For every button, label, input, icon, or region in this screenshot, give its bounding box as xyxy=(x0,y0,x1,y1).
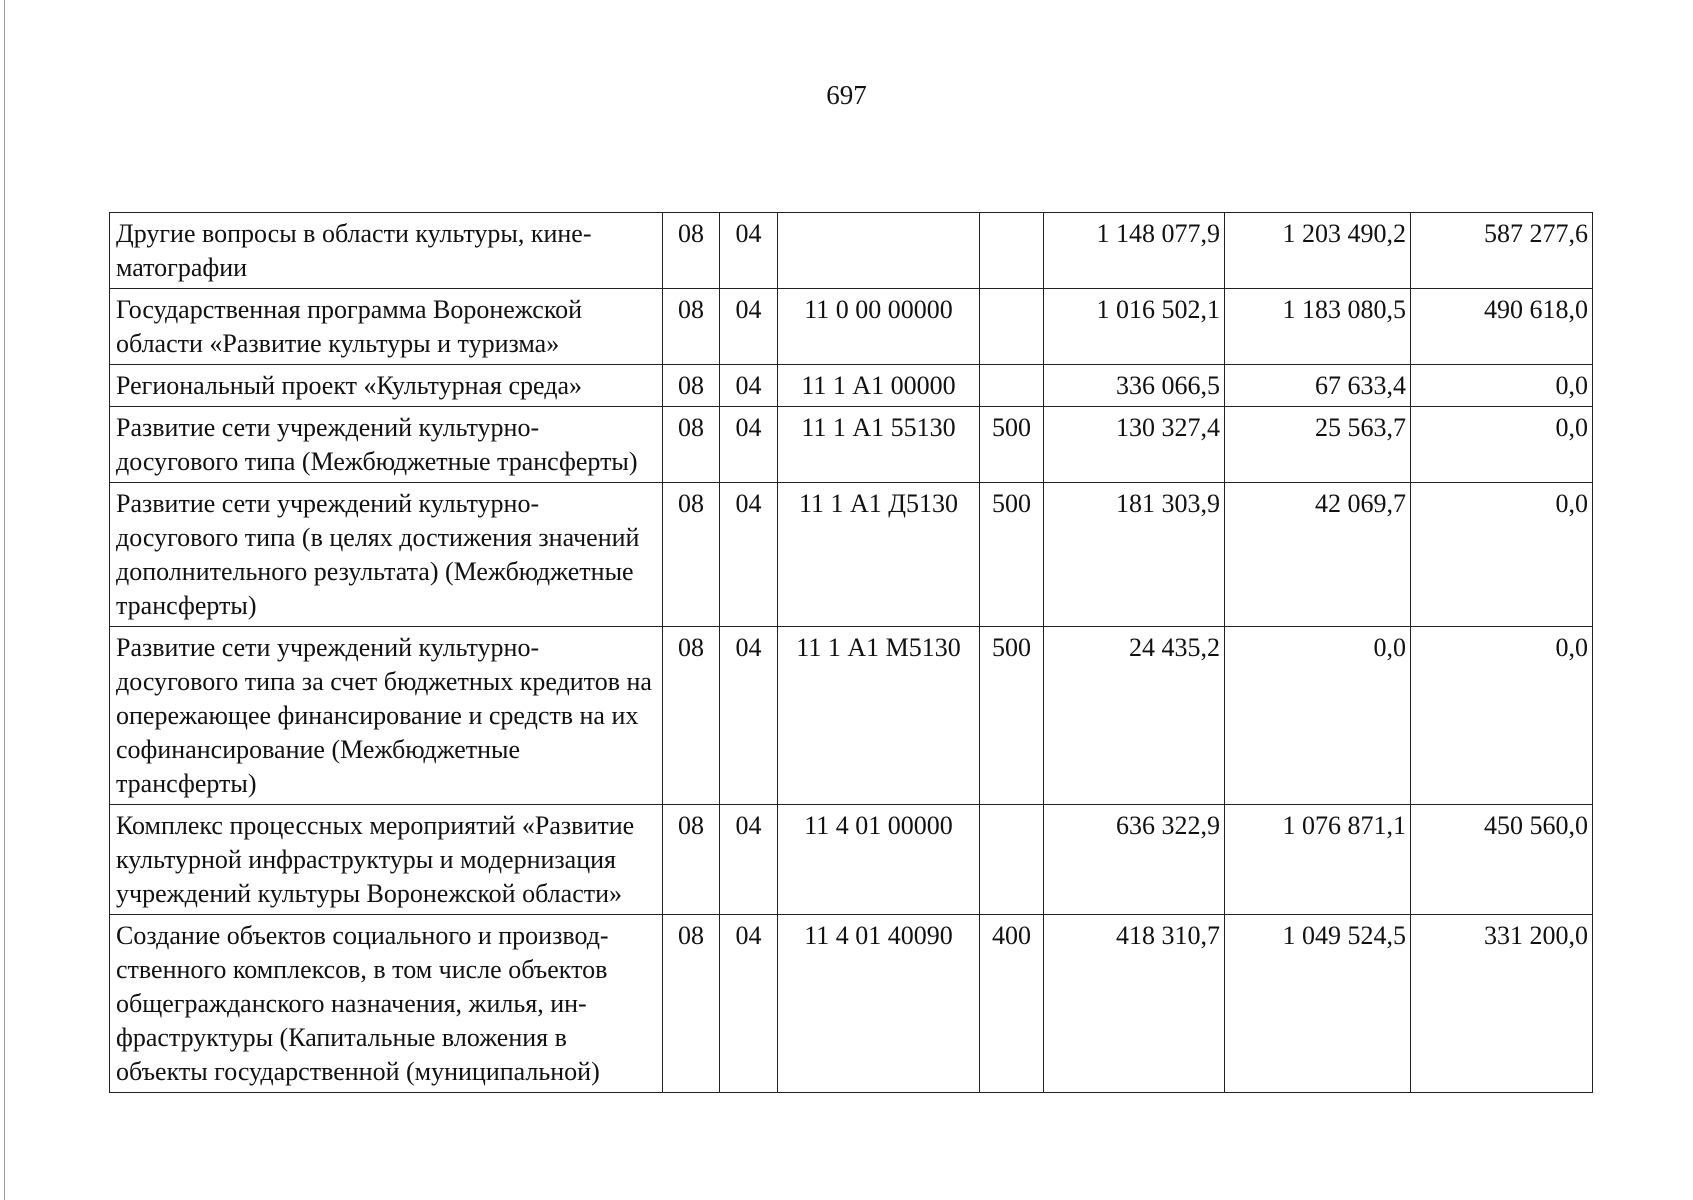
expense-type-cell xyxy=(980,805,1044,915)
subsection-code-cell: 04 xyxy=(720,627,778,805)
expense-type-cell xyxy=(980,213,1044,289)
subsection-code-cell: 04 xyxy=(720,915,778,1093)
amount-year-3-cell: 0,0 xyxy=(1411,627,1593,805)
table-row xyxy=(110,407,1593,483)
amount-year-1-cell: 636 322,9 xyxy=(1044,805,1225,915)
expense-type-cell xyxy=(980,365,1044,407)
subsection-code-cell: 04 xyxy=(720,407,778,483)
table-row xyxy=(110,627,1593,805)
amount-year-2-cell: 67 633,4 xyxy=(1225,365,1411,407)
amount-year-3-cell: 0,0 xyxy=(1411,407,1593,483)
table-row xyxy=(110,213,1593,289)
subsection-code-cell: 04 xyxy=(720,289,778,365)
amount-year-2-cell: 0,0 xyxy=(1225,627,1411,805)
table-row xyxy=(110,805,1593,915)
amount-year-2-cell: 1 049 524,5 xyxy=(1225,915,1411,1093)
subsection-code-cell: 04 xyxy=(720,805,778,915)
expense-name-cell: Комплекс процессных мероприятий «Развитие культурной инфраструктуры и модернизация учреждений культуры Воронежской области» xyxy=(110,805,663,915)
expense-name-cell: Региональный проект «Культурная среда» xyxy=(110,365,663,407)
amount-year-1-cell: 181 303,9 xyxy=(1044,483,1225,627)
amount-year-1-cell: 1 148 077,9 xyxy=(1044,213,1225,289)
table-row xyxy=(110,365,1593,407)
target-article-cell: 11 4 01 00000 xyxy=(778,805,980,915)
page-number: 697 xyxy=(826,80,867,110)
table-row xyxy=(110,483,1593,627)
expense-type-cell: 500 xyxy=(980,483,1044,627)
amount-year-2-cell: 1 183 080,5 xyxy=(1225,289,1411,365)
target-article-cell: 11 1 А1 55130 xyxy=(778,407,980,483)
expense-name-cell: Создание объектов социального и производственного комплексов, в том числе объектов общегражданского назначения, жилья, инфраструктуры (Капитальные вложения в объекты государственной (муниципальной) xyxy=(110,915,663,1093)
expense-type-cell: 500 xyxy=(980,407,1044,483)
target-article-cell: 11 4 01 40090 xyxy=(778,915,980,1093)
expense-name-cell: Развитие сети учреждений культурно-досугового типа (в целях достижения значений дополнительного результата) (Межбюджетные трансферты) xyxy=(110,483,663,627)
section-code-cell: 08 xyxy=(663,407,720,483)
scan-edge-line xyxy=(4,0,5,1200)
amount-year-2-cell: 1 076 871,1 xyxy=(1225,805,1411,915)
section-code-cell: 08 xyxy=(663,627,720,805)
expense-type-cell xyxy=(980,289,1044,365)
subsection-code-cell: 04 xyxy=(720,365,778,407)
amount-year-1-cell: 24 435,2 xyxy=(1044,627,1225,805)
amount-year-3-cell: 587 277,6 xyxy=(1411,213,1593,289)
section-code-cell: 08 xyxy=(663,213,720,289)
amount-year-2-cell: 1 203 490,2 xyxy=(1225,213,1411,289)
subsection-code-cell: 04 xyxy=(720,213,778,289)
amount-year-1-cell: 418 310,7 xyxy=(1044,915,1225,1093)
expense-name-cell: Государственная программа Воронежской области «Развитие культуры и туризма» xyxy=(110,289,663,365)
amount-year-1-cell: 336 066,5 xyxy=(1044,365,1225,407)
amount-year-1-cell: 1 016 502,1 xyxy=(1044,289,1225,365)
amount-year-3-cell: 0,0 xyxy=(1411,483,1593,627)
amount-year-3-cell: 331 200,0 xyxy=(1411,915,1593,1093)
amount-year-2-cell: 25 563,7 xyxy=(1225,407,1411,483)
expense-type-cell: 400 xyxy=(980,915,1044,1093)
table-row xyxy=(110,915,1593,1093)
budget-table-body xyxy=(110,213,1593,1093)
expense-name-cell: Другие вопросы в области культуры, кинематографии xyxy=(110,213,663,289)
amount-year-3-cell: 450 560,0 xyxy=(1411,805,1593,915)
section-code-cell: 08 xyxy=(663,915,720,1093)
expense-name-cell: Развитие сети учреждений культурно-досугового типа за счет бюджетных кредитов на опережающее финансирование и средств на их софинансирование (Межбюджетные трансферты) xyxy=(110,627,663,805)
target-article-cell: 11 0 00 00000 xyxy=(778,289,980,365)
subsection-code-cell: 04 xyxy=(720,483,778,627)
amount-year-1-cell: 130 327,4 xyxy=(1044,407,1225,483)
target-article-cell xyxy=(778,213,980,289)
expense-name-cell: Развитие сети учреждений культурно-досугового типа (Межбюджетные трансферты) xyxy=(110,407,663,483)
amount-year-3-cell: 490 618,0 xyxy=(1411,289,1593,365)
section-code-cell: 08 xyxy=(663,365,720,407)
section-code-cell: 08 xyxy=(663,289,720,365)
section-code-cell: 08 xyxy=(663,805,720,915)
amount-year-2-cell: 42 069,7 xyxy=(1225,483,1411,627)
amount-year-3-cell: 0,0 xyxy=(1411,365,1593,407)
target-article-cell: 11 1 А1 Д5130 xyxy=(778,483,980,627)
budget-table xyxy=(109,212,1593,1093)
table-row xyxy=(110,289,1593,365)
target-article-cell: 11 1 А1 М5130 xyxy=(778,627,980,805)
expense-type-cell: 500 xyxy=(980,627,1044,805)
target-article-cell: 11 1 А1 00000 xyxy=(778,365,980,407)
section-code-cell: 08 xyxy=(663,483,720,627)
